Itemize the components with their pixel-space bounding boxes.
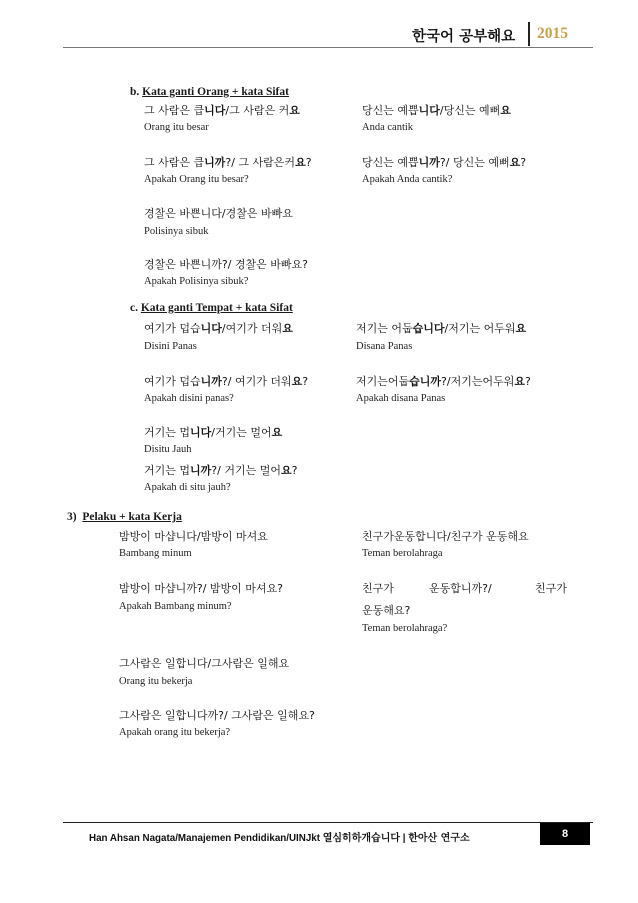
c-row2-id-left: Apakah disini panas? (144, 393, 234, 404)
section-b-heading (130, 86, 289, 98)
c-row4-id-left: Apakah di situ jauh? (144, 482, 231, 493)
b-row2-ko-right: 당신는 예쁩니까?/ 당신는 예뻐요? (362, 156, 527, 169)
header-year: 2015 (537, 25, 568, 42)
s3-row2-ko-right-1: 친구가 (362, 582, 394, 595)
s3-row1-ko-right: 친구가운동합니다/친구가 운동해요 (362, 530, 529, 543)
s3-row2-ko-right-3: 친구가 (535, 582, 567, 595)
header-divider (528, 22, 530, 46)
section-c-title: Kata ganti Tempat + kata Sifat (140, 302, 293, 314)
s3-row1-id-right: Teman berolahraga (362, 548, 443, 559)
section-3-heading (67, 511, 182, 523)
s3-row3-id-left: Orang itu bekerja (119, 676, 193, 687)
b-row1-ko-right: 당신는 예쁩니다/당신는 예뻐요 (362, 104, 511, 117)
b-row4-ko-left: 경찰은 바쁜니까?/ 경찰은 바빠요? (144, 258, 309, 271)
c-row3-id-left: Disitu Jauh (144, 444, 192, 455)
page-number: 8 (540, 823, 590, 845)
s3-row2-id-right: Teman berolahraga? (362, 623, 448, 634)
footer-text (89, 829, 470, 844)
s3-row2-ko-right-4: 운동해요? (362, 604, 411, 617)
s3-row2-id-left: Apakah Bambang minum? (119, 601, 232, 612)
header-title: 한국어 공부해요 (412, 29, 516, 45)
section-c-label: c. (130, 302, 138, 314)
section-b-title: Kata ganti Orang + kata Sifat (142, 86, 289, 98)
s3-row1-id-left: Bambang minum (119, 548, 192, 559)
s3-row1-ko-left: 밤방이 마샵니다/밤방이 마셔요 (119, 530, 268, 543)
b-row2-ko-left: 그 사람은 큽니까?/ 그 사람은커요? (144, 156, 312, 169)
b-row3-ko-left: 경찰은 바쁜니다/경찰은 바빠요 (144, 207, 293, 220)
b-row1-ko-left: 그 사람은 큽니다/그 사람은 커요 (144, 104, 300, 117)
b-row1-id-right: Anda cantik (362, 122, 414, 133)
footer-rule (63, 822, 593, 823)
s3-row3-ko-left: 그사람은 일합니다/그사람은 일해요 (119, 657, 290, 670)
c-row1-id-left: Disini Panas (144, 341, 197, 352)
footer-korean-2: 한아산 연구소 (408, 833, 470, 844)
b-row2-id-left: Apakah Orang itu besar? (144, 174, 249, 185)
section-c-heading (130, 302, 293, 314)
s3-row2-ko-right-2: 운동합니까?/ (429, 582, 492, 595)
c-row2-id-right: Apakah disana Panas (356, 393, 446, 404)
b-row4-id-left: Apakah Polisinya sibuk? (144, 276, 249, 287)
b-row1-id-left: Orang itu besar (144, 122, 209, 133)
c-row1-ko-left: 여기가 덥습니다/여기가 더워요 (144, 322, 293, 335)
section-b-label: b. (130, 86, 140, 98)
c-row4-ko-left: 거기는 멉니까?/ 거기는 멀어요? (144, 464, 298, 477)
c-row3-ko-left: 거기는 멉니다/거기는 멀어요 (144, 426, 283, 439)
b-row3-id-left: Polisinya sibuk (144, 226, 209, 237)
c-row2-ko-left: 여기가 덥습니까?/ 여기가 더워요? (144, 375, 309, 388)
c-row1-ko-right: 저기는 어둡습니다/저기는 어두워요 (356, 322, 527, 335)
s3-row2-ko-left: 밤방이 마샵니까?/ 밤방이 마셔요? (119, 582, 284, 595)
header-rule (63, 47, 593, 48)
section-3-label: 3) (67, 511, 77, 523)
s3-row4-ko-left: 그사람은 일합니다까?/ 그사람은 일해요? (119, 709, 315, 722)
b-row2-id-right: Apakah Anda cantik? (362, 174, 453, 185)
footer-latin: Han Ahsan Nagata/Manajemen Pendidikan/UINJkt (89, 833, 323, 844)
s3-row4-id-left: Apakah orang itu bekerja? (119, 727, 231, 738)
footer-separator: | (400, 833, 409, 844)
footer-korean: 열심히하개습니다 (322, 833, 401, 844)
c-row1-id-right: Disana Panas (356, 341, 413, 352)
c-row2-ko-right: 저기는어둡습니까?/저기는어두워요? (356, 375, 531, 388)
section-3-title: Pelaku + kata Kerja (82, 511, 182, 523)
